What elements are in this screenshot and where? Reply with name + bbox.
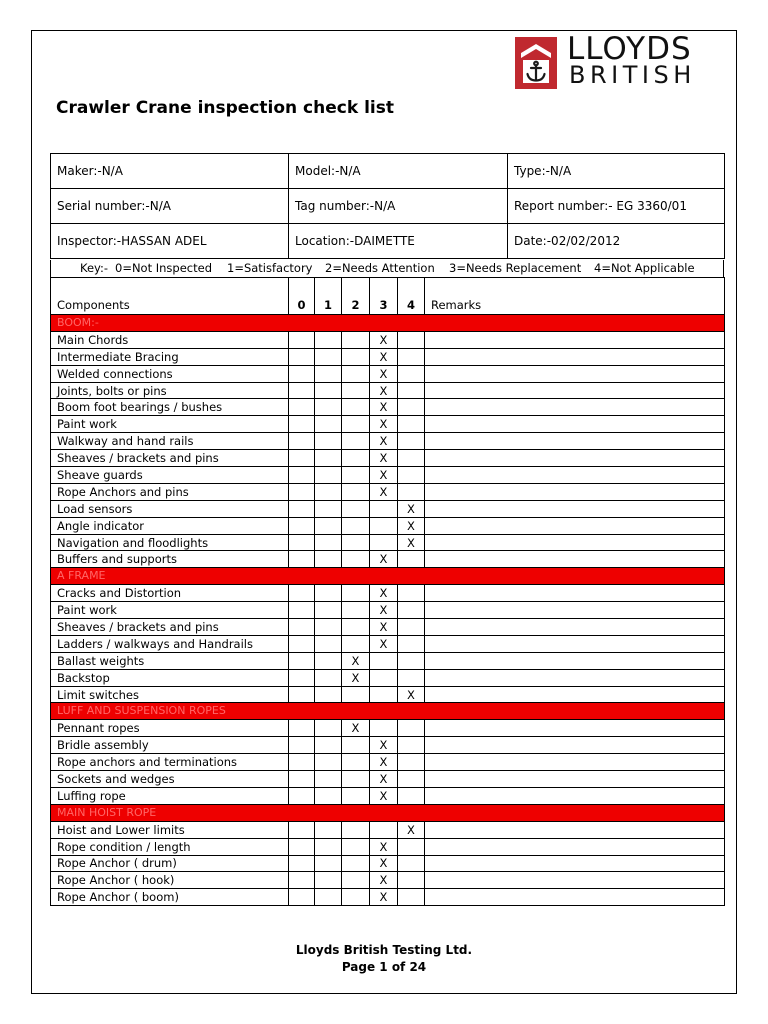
component-name: Intermediate Bracing: [51, 348, 289, 365]
rating-cell-0: [289, 500, 315, 517]
rating-cell-1: [315, 821, 342, 838]
remarks-cell: [425, 838, 725, 855]
rating-cell-0: [289, 619, 315, 636]
rating-cell-3: X: [370, 838, 398, 855]
rating-cell-2: [342, 787, 370, 804]
checklist-body: [51, 315, 725, 906]
section-title: LUFF AND SUSPENSION ROPES: [51, 703, 725, 720]
component-name: Rope condition / length: [51, 838, 289, 855]
component-name: Limit switches: [51, 686, 289, 703]
rating-cell-1: [315, 838, 342, 855]
rating-cell-0: [289, 602, 315, 619]
rating-cell-0: [289, 348, 315, 365]
table-row: [51, 416, 725, 433]
remarks-cell: [425, 602, 725, 619]
remarks-cell: [425, 720, 725, 737]
rating-cell-0: [289, 787, 315, 804]
table-row: [51, 838, 725, 855]
key-item-not-applicable: 4=Not Applicable: [594, 261, 695, 275]
rating-cell-3: [370, 720, 398, 737]
footer-page-number: Page 1 of 24: [341, 960, 427, 974]
rating-cell-2: [342, 686, 370, 703]
remarks-cell: [425, 635, 725, 652]
rating-cell-1: [315, 585, 342, 602]
remarks-header: Remarks: [425, 278, 725, 315]
rating-cell-1: [315, 416, 342, 433]
rating-cell-0: [289, 720, 315, 737]
rating-cell-0: [289, 517, 315, 534]
table-row: [51, 619, 725, 636]
rating-cell-4: [398, 382, 425, 399]
rating-cell-2: [342, 602, 370, 619]
rating-cell-2: [342, 500, 370, 517]
rating-cell-1: [315, 382, 342, 399]
section-header-row: [51, 315, 725, 332]
rating-cell-1: [315, 635, 342, 652]
rating-cell-4: [398, 551, 425, 568]
rating-cell-4: [398, 483, 425, 500]
rating-cell-3: [370, 517, 398, 534]
remarks-cell: [425, 399, 725, 416]
component-name: Pennant ropes: [51, 720, 289, 737]
rating-cell-4: X: [398, 517, 425, 534]
component-name: Boom foot bearings / bushes: [51, 399, 289, 416]
table-row: [51, 433, 725, 450]
remarks-cell: [425, 737, 725, 754]
table-header-row: [51, 278, 725, 315]
remarks-cell: [425, 382, 725, 399]
rating-cell-3: [370, 669, 398, 686]
logo-text-british: BRITISH: [569, 61, 696, 89]
component-name: Ladders / walkways and Handrails: [51, 635, 289, 652]
rating-cell-1: [315, 771, 342, 788]
rating-cell-4: X: [398, 500, 425, 517]
rating-cell-1: [315, 754, 342, 771]
table-row: [51, 669, 725, 686]
key-item-not-inspected: 0=Not Inspected: [115, 261, 213, 275]
rating-cell-3: [370, 652, 398, 669]
table-row: [51, 602, 725, 619]
rating-cell-2: X: [342, 669, 370, 686]
rating-cell-3: X: [370, 483, 398, 500]
rating-cell-2: [342, 635, 370, 652]
component-name: Sheaves / brackets and pins: [51, 619, 289, 636]
rating-cell-2: [342, 450, 370, 467]
tag-number-field: Tag number:-N/A: [289, 189, 508, 224]
remarks-cell: [425, 686, 725, 703]
rating-cell-4: [398, 737, 425, 754]
remarks-cell: [425, 348, 725, 365]
rating-cell-4: X: [398, 534, 425, 551]
component-name: Backstop: [51, 669, 289, 686]
rating-cell-4: [398, 619, 425, 636]
rating-cell-1: [315, 399, 342, 416]
section-header-row: [51, 703, 725, 720]
table-row: [51, 450, 725, 467]
date-field: Date:-02/02/2012: [508, 224, 725, 259]
rating-cell-2: [342, 365, 370, 382]
document-title: Crawler Crane inspection check list: [56, 98, 394, 118]
rating-cell-2: [342, 416, 370, 433]
table-row: [51, 500, 725, 517]
lloyds-british-logo: [515, 31, 715, 90]
rating-cell-0: [289, 855, 315, 872]
table-row: [51, 872, 725, 889]
rating-cell-3: X: [370, 754, 398, 771]
section-title: BOOM:-: [51, 315, 725, 332]
inspection-info-table: [50, 153, 725, 259]
remarks-cell: [425, 433, 725, 450]
rating-cell-2: [342, 399, 370, 416]
rating-cell-0: [289, 669, 315, 686]
table-row: [51, 585, 725, 602]
rating-cell-0: [289, 416, 315, 433]
remarks-cell: [425, 416, 725, 433]
rating-cell-3: X: [370, 855, 398, 872]
rating-cell-0: [289, 331, 315, 348]
component-name: Rope Anchor ( hook): [51, 872, 289, 889]
anchor-shield-icon: [515, 37, 557, 89]
key-item-needs-replacement: 3=Needs Replacement: [449, 261, 582, 275]
remarks-cell: [425, 500, 725, 517]
rating-cell-0: [289, 585, 315, 602]
rating-cell-1: [315, 619, 342, 636]
rating-cell-0: [289, 838, 315, 855]
rating-cell-1: [315, 467, 342, 484]
rating-cell-4: [398, 467, 425, 484]
remarks-cell: [425, 872, 725, 889]
table-row: [51, 348, 725, 365]
rating-cell-4: [398, 838, 425, 855]
rating-cell-3: X: [370, 635, 398, 652]
rating-cell-0: [289, 551, 315, 568]
remarks-cell: [425, 467, 725, 484]
rating-cell-3: X: [370, 450, 398, 467]
rating-cell-3: X: [370, 467, 398, 484]
remarks-cell: [425, 754, 725, 771]
rating-key: [50, 260, 724, 278]
rating-cell-4: [398, 331, 425, 348]
component-name: Rope Anchor ( drum): [51, 855, 289, 872]
rating-cell-1: [315, 348, 342, 365]
rating-cell-4: [398, 855, 425, 872]
rating-cell-3: X: [370, 348, 398, 365]
rating-cell-2: [342, 483, 370, 500]
remarks-cell: [425, 619, 725, 636]
rating-cell-0: [289, 534, 315, 551]
component-name: Welded connections: [51, 365, 289, 382]
component-name: Joints, bolts or pins: [51, 382, 289, 399]
component-name: Buffers and supports: [51, 551, 289, 568]
info-row: [51, 224, 725, 259]
rating-cell-3: X: [370, 771, 398, 788]
rating-cell-2: [342, 821, 370, 838]
component-name: Walkway and hand rails: [51, 433, 289, 450]
rating-cell-1: [315, 855, 342, 872]
rating-cell-2: [342, 754, 370, 771]
type-field: Type:-N/A: [508, 154, 725, 189]
remarks-cell: [425, 889, 725, 906]
rating-cell-0: [289, 771, 315, 788]
rating-cell-4: [398, 348, 425, 365]
rating-header-0: 0: [289, 278, 315, 315]
rating-cell-2: [342, 619, 370, 636]
rating-cell-2: [342, 872, 370, 889]
rating-cell-2: [342, 382, 370, 399]
rating-cell-0: [289, 754, 315, 771]
rating-cell-4: [398, 365, 425, 382]
rating-cell-4: [398, 754, 425, 771]
rating-cell-2: [342, 771, 370, 788]
component-name: Ballast weights: [51, 652, 289, 669]
rating-cell-4: X: [398, 686, 425, 703]
rating-cell-4: [398, 889, 425, 906]
component-name: Bridle assembly: [51, 737, 289, 754]
rating-cell-1: [315, 686, 342, 703]
rating-cell-1: [315, 889, 342, 906]
table-row: [51, 652, 725, 669]
rating-cell-3: X: [370, 872, 398, 889]
component-name: Paint work: [51, 602, 289, 619]
rating-cell-4: [398, 720, 425, 737]
rating-cell-2: [342, 348, 370, 365]
rating-cell-1: [315, 602, 342, 619]
remarks-cell: [425, 450, 725, 467]
rating-cell-0: [289, 821, 315, 838]
remarks-cell: [425, 855, 725, 872]
rating-cell-2: [342, 551, 370, 568]
model-field: Model:-N/A: [289, 154, 508, 189]
table-row: [51, 821, 725, 838]
remarks-cell: [425, 669, 725, 686]
table-row: [51, 534, 725, 551]
component-name: Rope Anchors and pins: [51, 483, 289, 500]
remarks-cell: [425, 652, 725, 669]
rating-cell-2: [342, 433, 370, 450]
rating-cell-3: [370, 821, 398, 838]
rating-cell-2: [342, 855, 370, 872]
rating-cell-1: [315, 551, 342, 568]
component-name: Hoist and Lower limits: [51, 821, 289, 838]
rating-cell-3: [370, 500, 398, 517]
rating-cell-0: [289, 652, 315, 669]
rating-cell-2: [342, 517, 370, 534]
rating-cell-1: [315, 669, 342, 686]
rating-cell-3: X: [370, 331, 398, 348]
rating-cell-2: X: [342, 720, 370, 737]
rating-cell-1: [315, 720, 342, 737]
section-header-row: [51, 804, 725, 821]
table-row: [51, 331, 725, 348]
rating-cell-3: X: [370, 433, 398, 450]
rating-cell-0: [289, 399, 315, 416]
info-row: [51, 189, 725, 224]
component-name: Cracks and Distortion: [51, 585, 289, 602]
info-row: [51, 154, 725, 189]
rating-cell-1: [315, 652, 342, 669]
rating-cell-0: [289, 686, 315, 703]
table-row: [51, 551, 725, 568]
logo-text-lloyds: LLOYDS: [567, 31, 692, 67]
rating-header-3: 3: [370, 278, 398, 315]
rating-cell-3: [370, 534, 398, 551]
components-header: Components: [51, 278, 289, 315]
rating-cell-2: [342, 585, 370, 602]
rating-cell-0: [289, 635, 315, 652]
serial-number-field: Serial number:-N/A: [51, 189, 289, 224]
remarks-cell: [425, 534, 725, 551]
rating-cell-3: X: [370, 416, 398, 433]
rating-cell-4: [398, 399, 425, 416]
rating-header-4: 4: [398, 278, 425, 315]
rating-cell-1: [315, 872, 342, 889]
rating-cell-3: X: [370, 382, 398, 399]
table-row: [51, 467, 725, 484]
rating-cell-4: [398, 771, 425, 788]
section-header-row: [51, 568, 725, 585]
section-title: A FRAME: [51, 568, 725, 585]
rating-cell-3: X: [370, 551, 398, 568]
rating-cell-3: [370, 686, 398, 703]
remarks-cell: [425, 787, 725, 804]
rating-cell-4: [398, 787, 425, 804]
table-row: [51, 787, 725, 804]
rating-cell-1: [315, 365, 342, 382]
remarks-cell: [425, 331, 725, 348]
rating-cell-0: [289, 365, 315, 382]
rating-cell-4: [398, 602, 425, 619]
remarks-cell: [425, 365, 725, 382]
rating-cell-3: X: [370, 787, 398, 804]
component-name: Load sensors: [51, 500, 289, 517]
key-label: Key:-: [80, 261, 109, 275]
remarks-cell: [425, 821, 725, 838]
rating-cell-1: [315, 787, 342, 804]
rating-cell-1: [315, 433, 342, 450]
rating-cell-4: [398, 652, 425, 669]
rating-header-2: 2: [342, 278, 370, 315]
rating-cell-0: [289, 433, 315, 450]
key-item-needs-attention: 2=Needs Attention: [325, 261, 435, 275]
location-field: Location:-DAIMETTE: [289, 224, 508, 259]
rating-cell-4: [398, 635, 425, 652]
table-row: [51, 771, 725, 788]
remarks-cell: [425, 551, 725, 568]
table-row: [51, 635, 725, 652]
rating-cell-4: [398, 416, 425, 433]
table-row: [51, 483, 725, 500]
report-number-field: Report number:- EG 3360/01: [508, 189, 725, 224]
rating-cell-3: X: [370, 399, 398, 416]
key-item-satisfactory: 1=Satisfactory: [227, 261, 313, 275]
rating-cell-1: [315, 483, 342, 500]
rating-cell-3: X: [370, 365, 398, 382]
rating-cell-4: [398, 433, 425, 450]
rating-cell-2: [342, 534, 370, 551]
table-row: [51, 382, 725, 399]
component-name: Rope Anchor ( boom): [51, 889, 289, 906]
rating-cell-1: [315, 517, 342, 534]
rating-cell-0: [289, 872, 315, 889]
rating-cell-2: [342, 889, 370, 906]
table-row: [51, 855, 725, 872]
rating-cell-3: X: [370, 602, 398, 619]
rating-cell-0: [289, 467, 315, 484]
inspector-field: Inspector:-HASSAN ADEL: [51, 224, 289, 259]
table-row: [51, 686, 725, 703]
maker-field: Maker:-N/A: [51, 154, 289, 189]
rating-header-1: 1: [315, 278, 342, 315]
remarks-cell: [425, 771, 725, 788]
rating-cell-0: [289, 889, 315, 906]
table-row: [51, 754, 725, 771]
table-row: [51, 365, 725, 382]
rating-cell-1: [315, 534, 342, 551]
footer-company: Lloyds British Testing Ltd.: [295, 943, 473, 957]
component-name: Rope anchors and terminations: [51, 754, 289, 771]
remarks-cell: [425, 585, 725, 602]
table-row: [51, 399, 725, 416]
rating-cell-3: X: [370, 889, 398, 906]
rating-cell-3: X: [370, 619, 398, 636]
rating-cell-1: [315, 450, 342, 467]
table-row: [51, 517, 725, 534]
rating-cell-2: [342, 331, 370, 348]
table-row: [51, 720, 725, 737]
component-name: Main Chords: [51, 331, 289, 348]
section-title: MAIN HOIST ROPE: [51, 804, 725, 821]
remarks-cell: [425, 483, 725, 500]
remarks-cell: [425, 517, 725, 534]
rating-cell-2: [342, 737, 370, 754]
rating-cell-0: [289, 737, 315, 754]
component-name: Sheave guards: [51, 467, 289, 484]
rating-cell-4: [398, 669, 425, 686]
rating-cell-3: X: [370, 737, 398, 754]
rating-cell-1: [315, 737, 342, 754]
component-name: Luffing rope: [51, 787, 289, 804]
component-name: Navigation and floodlights: [51, 534, 289, 551]
rating-cell-0: [289, 483, 315, 500]
rating-cell-4: [398, 585, 425, 602]
rating-cell-3: X: [370, 585, 398, 602]
rating-cell-2: [342, 838, 370, 855]
rating-cell-2: [342, 467, 370, 484]
component-name: Paint work: [51, 416, 289, 433]
component-name: Angle indicator: [51, 517, 289, 534]
rating-cell-1: [315, 331, 342, 348]
rating-cell-1: [315, 500, 342, 517]
rating-cell-4: [398, 872, 425, 889]
rating-cell-4: X: [398, 821, 425, 838]
rating-cell-0: [289, 450, 315, 467]
components-checklist-table: [50, 277, 725, 906]
rating-cell-4: [398, 450, 425, 467]
component-name: Sockets and wedges: [51, 771, 289, 788]
table-row: [51, 737, 725, 754]
rating-cell-2: X: [342, 652, 370, 669]
rating-cell-0: [289, 382, 315, 399]
component-name: Sheaves / brackets and pins: [51, 450, 289, 467]
table-row: [51, 889, 725, 906]
